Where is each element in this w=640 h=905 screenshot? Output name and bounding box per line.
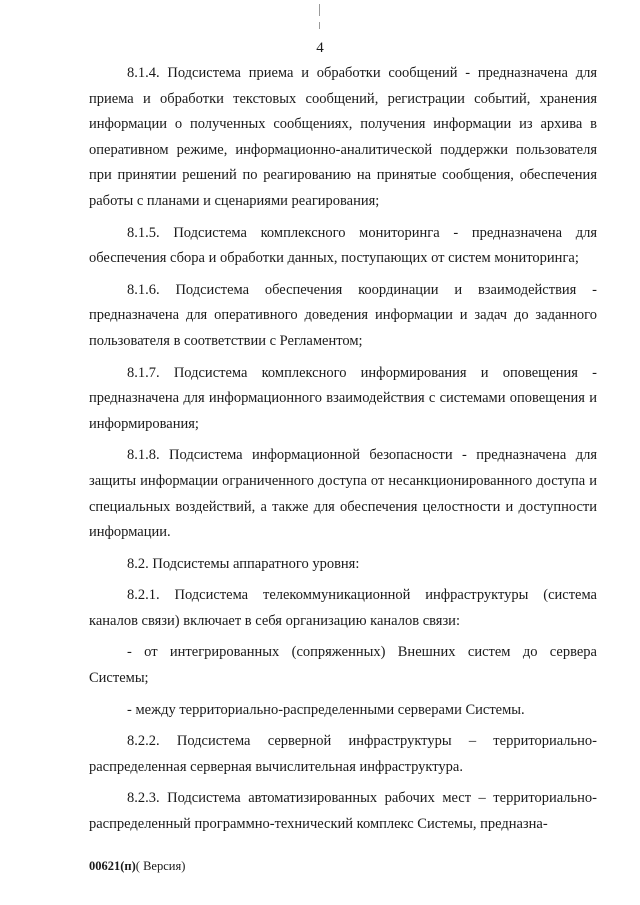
scan-mark bbox=[319, 4, 320, 16]
footer-document-code: 00621(п) bbox=[89, 859, 136, 873]
list-item-external-systems: - от интегрированных (сопряженных) Внешних систем до сервера Системы; bbox=[89, 644, 597, 687]
scan-mark bbox=[319, 22, 320, 29]
paragraph-8-1-8: 8.1.8. Подсистема информационной безопасности - предназначена для защиты информации ограниченного доступа от несанкционированного доступа и специальных воздействий, а также для обеспечения целостности и доступности информации. bbox=[89, 447, 597, 541]
paragraph-8-2-3: 8.2.3. Подсистема автоматизированных рабочих мест – территориально-распределенный программно-технический комплекс Системы, предназна- bbox=[89, 790, 597, 833]
paragraph-8-1-5: 8.1.5. Подсистема комплексного мониторинга - предназначена для обеспечения сбора и обработки данных, поступающих от систем мониторинга; bbox=[89, 224, 597, 267]
paragraph-8-2-2: 8.2.2. Подсистема серверной инфраструктуры – территориально-распределенная серверная вычислительная инфраструктура. bbox=[89, 733, 597, 775]
footer-version-label: ( Версия) bbox=[135, 859, 186, 873]
paragraph-8-1-4: 8.1.4. Подсистема приема и обработки сообщений - предназначена для приема и обработки текстовых сообщений, регистрации событий, хранения информации о полученных сообщениях, получения информации из архива в оперативном режиме, информационно-аналитической поддержки пользователя при принятии решений по реагированию на принятые сообщения, обеспечения работы с планами и сценариями реагирования; bbox=[89, 65, 597, 209]
section-heading-8-2: 8.2. Подсистемы аппаратного уровня: bbox=[127, 555, 360, 572]
paragraph-8-1-7: 8.1.7. Подсистема комплексного информирования и оповещения - предназначена для информационного взаимодействия с системами оповещения и информирования; bbox=[89, 364, 597, 432]
page-number: 4 bbox=[316, 40, 324, 56]
footer bbox=[89, 858, 185, 874]
document-body bbox=[89, 61, 597, 838]
paragraph-8-1-6: 8.1.6. Подсистема обеспечения координации и взаимодействия - предназначена для оперативного доведения информации и задач до заданного пользователя в соответствии с Регламентом; bbox=[89, 281, 597, 349]
paragraph-8-2-1: 8.2.1. Подсистема телекоммуникационной инфраструктуры (система каналов связи) включает в себя организацию каналов связи: bbox=[89, 587, 597, 629]
list-item-distributed-servers: - между территориально-распределенными серверами Системы. bbox=[127, 701, 525, 718]
